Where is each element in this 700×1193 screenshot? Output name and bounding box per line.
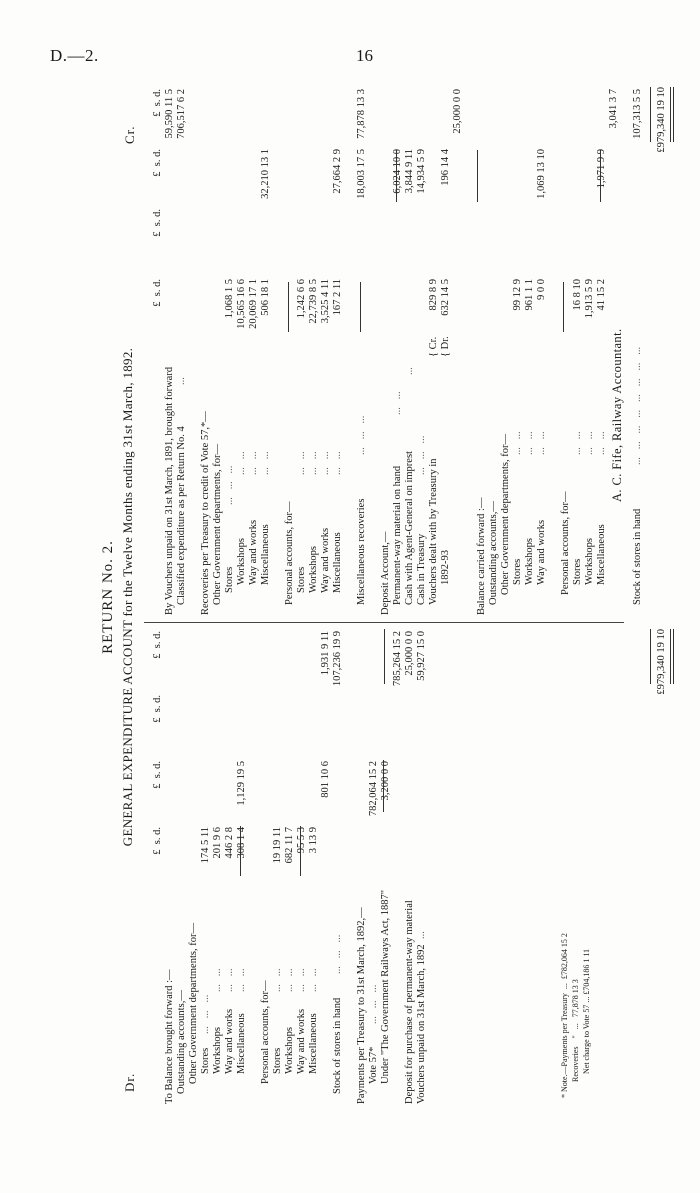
amount: 3,200 0 0 bbox=[380, 761, 391, 801]
ledger-label: Workshops bbox=[236, 538, 247, 585]
ledger-row bbox=[308, 87, 320, 615]
unit-header: £ s. d. bbox=[152, 209, 163, 237]
ledger-row bbox=[212, 629, 224, 1104]
ledger-label: Workshops bbox=[284, 1027, 295, 1074]
ledger-row bbox=[560, 87, 572, 615]
amount: 25,000 0 0 bbox=[404, 631, 415, 676]
ledger-row bbox=[380, 87, 392, 615]
ledger-label: Way and works bbox=[296, 1008, 307, 1074]
spacer-row bbox=[248, 629, 260, 1104]
amount: 32,210 13 1 bbox=[260, 149, 271, 199]
subtotal-rule bbox=[563, 282, 564, 332]
grand-total: £979,340 19 10 bbox=[656, 87, 667, 153]
credit-side bbox=[152, 87, 667, 615]
ledger-label: Way and works bbox=[248, 519, 259, 585]
leader-dots: ... bbox=[176, 377, 187, 385]
leader-dots: ... ... ... bbox=[356, 415, 367, 455]
rotated-account-sheet bbox=[90, 82, 667, 1112]
amount: 1,971 9 9 bbox=[596, 149, 607, 189]
leader-dots: ... ... bbox=[392, 391, 403, 415]
unit-header-row bbox=[152, 629, 164, 1104]
ledger-label: Stores bbox=[296, 566, 307, 593]
ledger-row bbox=[380, 629, 392, 1104]
ledger-row bbox=[248, 87, 260, 615]
amount: 167 2 11 bbox=[332, 279, 343, 316]
ledger-label: Vote 57* bbox=[368, 1046, 379, 1084]
cr-label: { Cr. bbox=[428, 336, 439, 357]
ledger-row bbox=[164, 87, 176, 615]
ledger-row bbox=[308, 629, 320, 1104]
leader-dots: ... ... bbox=[296, 451, 307, 475]
ledger-label: Stock of stores in hand bbox=[632, 508, 643, 605]
leader-dots: ... ... bbox=[584, 431, 595, 455]
leader-dots: ... ... ... bbox=[416, 435, 427, 475]
amount: 59,590 11 5 bbox=[164, 89, 175, 139]
ledger-row bbox=[392, 87, 404, 615]
leader-dots: ... ... bbox=[572, 431, 583, 455]
subtotal-rule bbox=[384, 629, 385, 684]
ledger-row bbox=[404, 87, 416, 615]
spacer-row bbox=[344, 87, 356, 615]
ledger-row bbox=[296, 629, 308, 1104]
leader-dots: ... bbox=[416, 931, 427, 939]
ledger-row bbox=[332, 87, 344, 615]
ledger-label: Personal accounts, for— bbox=[284, 501, 295, 605]
subtotal-rule bbox=[288, 282, 289, 332]
dr-label: { Dr. bbox=[440, 336, 451, 357]
leader-dots: ... ... bbox=[272, 968, 283, 992]
ledger-row bbox=[164, 629, 176, 1104]
footnote-row: Net charge to Vote 57 ... £704,186 1 11 bbox=[582, 948, 591, 1074]
ledger-label: Cash with Agent-General on imprest bbox=[404, 451, 415, 605]
leader-dots: ... ... bbox=[320, 451, 331, 475]
spacer-row bbox=[344, 629, 356, 1104]
ledger-label: To Balance brought forward :— bbox=[164, 969, 175, 1104]
leader-dots: ... ... ... bbox=[368, 984, 379, 1024]
ledger-label: Workshops bbox=[308, 546, 319, 593]
ledger-label: Miscellaneous bbox=[260, 524, 271, 585]
unit-header: £ s. d. bbox=[152, 761, 163, 789]
ledger-row bbox=[236, 87, 248, 615]
ledger-label: Deposit Account,— bbox=[380, 531, 391, 615]
ledger-label: Stock of stores in hand bbox=[332, 997, 343, 1094]
ledger-row bbox=[236, 629, 248, 1104]
ledger-row bbox=[584, 87, 596, 615]
page-number: 16 bbox=[356, 46, 373, 65]
leader-dots: ... ... bbox=[308, 968, 319, 992]
amount: 801 10 6 bbox=[320, 761, 331, 798]
ledger-row bbox=[488, 87, 500, 615]
total-double-rule bbox=[670, 629, 674, 684]
ledger-row bbox=[512, 87, 524, 615]
ledger-label: Way and works bbox=[320, 527, 331, 593]
spacer-row bbox=[368, 87, 380, 615]
leader-dots: ... ... bbox=[596, 431, 607, 455]
amount: 446 2 8 bbox=[224, 827, 235, 859]
unit-header: £ s. d. bbox=[152, 89, 163, 117]
ledger-row bbox=[596, 87, 608, 615]
ledger-label: Payments per Treasury to 31st March, 1892,— bbox=[356, 907, 367, 1104]
amount: 829 8 9 bbox=[428, 279, 439, 311]
unit-header: £ s. d. bbox=[152, 149, 163, 177]
ledger-row bbox=[284, 629, 296, 1104]
ledger-label: Under "The Government Railways Act, 1887" bbox=[380, 889, 391, 1084]
ledger-label: Miscellaneous bbox=[308, 1013, 319, 1074]
leader-dots: ... ... bbox=[260, 451, 271, 475]
ledger-row bbox=[656, 87, 668, 615]
ledger-row bbox=[320, 629, 332, 1104]
ledger-row bbox=[356, 629, 368, 1104]
amount: 3,525 4 11 bbox=[320, 279, 331, 324]
ledger-label: Workshops bbox=[212, 1027, 223, 1074]
ledger-label: Miscellaneous bbox=[596, 524, 607, 585]
amount: 99 12 9 bbox=[512, 279, 523, 311]
leader-dots: ... bbox=[404, 367, 415, 375]
ledger-row bbox=[332, 629, 344, 1104]
spacer-row bbox=[188, 87, 200, 615]
ledger-row bbox=[188, 629, 200, 1104]
leader-dots: ... ... bbox=[512, 431, 523, 455]
footnote-row: Recoveries " ... 77,878 13 3 bbox=[571, 979, 580, 1082]
ledger-row bbox=[224, 629, 236, 1104]
return-title: RETURN No. 2. bbox=[100, 540, 116, 654]
ledger-row bbox=[224, 87, 236, 615]
ledger-label: Way and works bbox=[224, 1008, 235, 1074]
ledger-row bbox=[368, 629, 380, 1104]
ledger-row bbox=[428, 87, 440, 615]
leader-dots: ... ... bbox=[236, 451, 247, 475]
leader-dots: ... ... bbox=[236, 968, 247, 992]
total-double-rule bbox=[670, 87, 674, 142]
amount: 785,264 15 2 bbox=[392, 631, 403, 687]
amount: 95 5 3 bbox=[296, 827, 307, 854]
amount: 1,129 19 5 bbox=[236, 761, 247, 806]
unit-header: £ s. d. bbox=[152, 631, 163, 659]
amount: 9 0 0 bbox=[536, 279, 547, 300]
leader-dots: ... ... bbox=[296, 968, 307, 992]
amount: 782,064 15 2 bbox=[368, 761, 379, 817]
ledger-label: Cash in Treasury bbox=[416, 533, 427, 605]
ledger-label: 1892-93 bbox=[440, 550, 451, 585]
leader-dots: ... ... ... bbox=[332, 934, 343, 974]
ledger-label: Stores bbox=[224, 566, 235, 593]
ledger-label: Workshops bbox=[524, 538, 535, 585]
ledger-label: Classified expenditure as per Return No. 4 bbox=[176, 426, 187, 605]
amount: 16 8 10 bbox=[572, 279, 583, 311]
leader-dots: ... ... bbox=[332, 451, 343, 475]
amount: 107,313 5 5 bbox=[632, 89, 643, 139]
ledger-row bbox=[176, 629, 188, 1104]
ledger-label: By Vouchers unpaid on 31st March, 1891, brought forward bbox=[164, 366, 175, 615]
footnote-row: * Note.—Payments per Treasury ... £782,064 15 2 bbox=[560, 933, 569, 1098]
amount: 1,931 9 11 bbox=[320, 631, 331, 676]
subtotal-rule bbox=[600, 150, 601, 202]
amount: 174 5 11 bbox=[200, 827, 211, 864]
amount: 20,069 17 1 bbox=[248, 279, 259, 329]
amount: 201 9 6 bbox=[212, 827, 223, 859]
ledger-row bbox=[212, 87, 224, 615]
unit-header: £ s. d. bbox=[152, 695, 163, 723]
ledger-row bbox=[176, 87, 188, 615]
ledger-label: Permanent-way material on hand bbox=[392, 465, 403, 605]
ledger-row bbox=[500, 87, 512, 615]
column-divider bbox=[144, 622, 624, 623]
amount: 961 1 1 bbox=[524, 279, 535, 311]
amount: 25,000 0 0 bbox=[452, 89, 463, 134]
ledger-label: Balance carried forward :— bbox=[476, 497, 487, 615]
amount: 3,041 3 7 bbox=[608, 89, 619, 129]
ledger-row bbox=[452, 87, 464, 615]
amount: 27,664 2 9 bbox=[332, 149, 343, 194]
subtotal-rule bbox=[383, 760, 384, 812]
subtotal-rule bbox=[477, 150, 478, 202]
ledger-label: Vouchers unpaid on 31st March, 1892 bbox=[416, 944, 427, 1104]
spacer-row bbox=[548, 87, 560, 615]
spacer-row bbox=[272, 87, 284, 615]
amount: 10,565 16 6 bbox=[236, 279, 247, 329]
ledger-row bbox=[320, 87, 332, 615]
ledger-row bbox=[416, 629, 428, 1104]
signature: A. C. Fife, Railway Accountant. bbox=[610, 328, 624, 502]
amount: 22,739 8 5 bbox=[308, 279, 319, 324]
leader-dots: ... ... bbox=[248, 451, 259, 475]
amount: 3,844 9 11 bbox=[404, 149, 415, 194]
amount: 506 18 1 bbox=[260, 279, 271, 316]
unit-header-row bbox=[152, 87, 164, 615]
ledger-label: Other Government departments, for— bbox=[500, 434, 511, 595]
subtotal-rule bbox=[396, 150, 397, 202]
leader-dots: ... ... bbox=[524, 431, 535, 455]
amount: 3 13 9 bbox=[308, 827, 319, 854]
page-reference: D.—2. bbox=[50, 46, 99, 65]
amount: 6,024 10 0 bbox=[392, 149, 403, 194]
amount: 41 15 2 bbox=[596, 279, 607, 311]
ledger-label: Outstanding accounts,— bbox=[176, 990, 187, 1094]
leader-dots: ... ... bbox=[212, 968, 223, 992]
leader-dots: ... ... bbox=[224, 968, 235, 992]
amount: 77,878 13 3 bbox=[356, 89, 367, 139]
ledger-label: Deposit for purchase of permanent-way material bbox=[404, 900, 415, 1104]
ledger-label: Other Government departments, for— bbox=[212, 444, 223, 605]
amount: 19 19 11 bbox=[272, 827, 283, 864]
ledger-label: Other Government departments, for— bbox=[188, 923, 199, 1084]
amount: 1,242 6 6 bbox=[296, 279, 307, 319]
ledger-label: Stores bbox=[572, 558, 583, 585]
grand-total: £979,340 19 10 bbox=[656, 629, 667, 695]
subtotal-rule bbox=[360, 282, 361, 332]
amount: 308 1 4 bbox=[236, 827, 247, 859]
ledger-label: Recoveries per Treasury to credit of Vote 57,*— bbox=[200, 411, 211, 615]
ledger-row bbox=[200, 629, 212, 1104]
ledger-row bbox=[632, 87, 644, 615]
amount: 59,927 15 0 bbox=[416, 631, 427, 681]
unit-header: £ s. d. bbox=[152, 827, 163, 855]
ledger-row bbox=[656, 629, 668, 1104]
amount: 107,236 19 9 bbox=[332, 631, 343, 687]
ledger-row bbox=[284, 87, 296, 615]
ledger-row bbox=[200, 87, 212, 615]
ledger-label: Way and works bbox=[536, 519, 547, 585]
subtotal-rule bbox=[240, 826, 241, 876]
amount: 1,069 13 10 bbox=[536, 149, 547, 199]
ledger-label: Vouchers dealt with by Treasury in bbox=[428, 458, 439, 605]
ledger-label: Miscellaneous bbox=[236, 1013, 247, 1074]
ledger-row bbox=[524, 87, 536, 615]
ledger-label: Stores bbox=[512, 558, 523, 585]
amount: 1,068 1 5 bbox=[224, 279, 235, 319]
ledger-row bbox=[356, 87, 368, 615]
amount: 18,003 17 5 bbox=[356, 149, 367, 199]
total-rule bbox=[650, 629, 651, 684]
leader-dots: ... ... bbox=[308, 451, 319, 475]
ledger-row bbox=[392, 629, 404, 1104]
ledger-row bbox=[272, 629, 284, 1104]
ledger-label: Workshops bbox=[584, 538, 595, 585]
credit-label: Cr. bbox=[122, 125, 137, 144]
ledger-label: Stores bbox=[272, 1047, 283, 1074]
ledger-row bbox=[404, 629, 416, 1104]
footnote bbox=[560, 933, 593, 1098]
ledger-row bbox=[260, 629, 272, 1104]
account-heading: GENERAL EXPENDITURE ACCOUNT for the Twelve Months ending 31st March, 1892. bbox=[120, 347, 135, 847]
leader-dots: ... ... bbox=[536, 431, 547, 455]
ledger-row bbox=[260, 87, 272, 615]
unit-header: £ s. d. bbox=[152, 279, 163, 307]
amount: 632 14 5 bbox=[440, 279, 451, 316]
ledger-row bbox=[416, 87, 428, 615]
leader-dots: ... ... bbox=[284, 968, 295, 992]
leader-dots: ... ... ... bbox=[224, 465, 235, 505]
ledger-label: Personal accounts, for— bbox=[260, 980, 271, 1084]
ledger-label: Stores bbox=[200, 1047, 211, 1074]
ledger-label: Miscellaneous bbox=[332, 532, 343, 593]
subtotal-rule bbox=[300, 826, 301, 876]
amount: 196 14 4 bbox=[440, 149, 451, 186]
ledger-row bbox=[440, 87, 452, 615]
ledger-label: Personal accounts, for— bbox=[560, 491, 571, 595]
total-rule bbox=[650, 87, 651, 142]
ledger-row bbox=[572, 87, 584, 615]
debit-label: Dr. bbox=[122, 1072, 137, 1092]
ledger-label: Outstanding accounts,— bbox=[488, 501, 499, 605]
ledger-label: Miscellaneous recoveries bbox=[356, 498, 367, 605]
amount: 682 11 7 bbox=[284, 827, 295, 864]
amount: 1,913 5 9 bbox=[584, 279, 595, 319]
amount: 14,934 5 9 bbox=[416, 149, 427, 194]
spacer-row bbox=[464, 87, 476, 615]
ledger-row bbox=[296, 87, 308, 615]
ledger-row bbox=[536, 87, 548, 615]
leader-dots: ... ... ... ... ... ... ... ... bbox=[632, 346, 643, 465]
amount: 706,517 6 2 bbox=[176, 89, 187, 139]
leader-dots: ... ... ... bbox=[200, 994, 211, 1034]
